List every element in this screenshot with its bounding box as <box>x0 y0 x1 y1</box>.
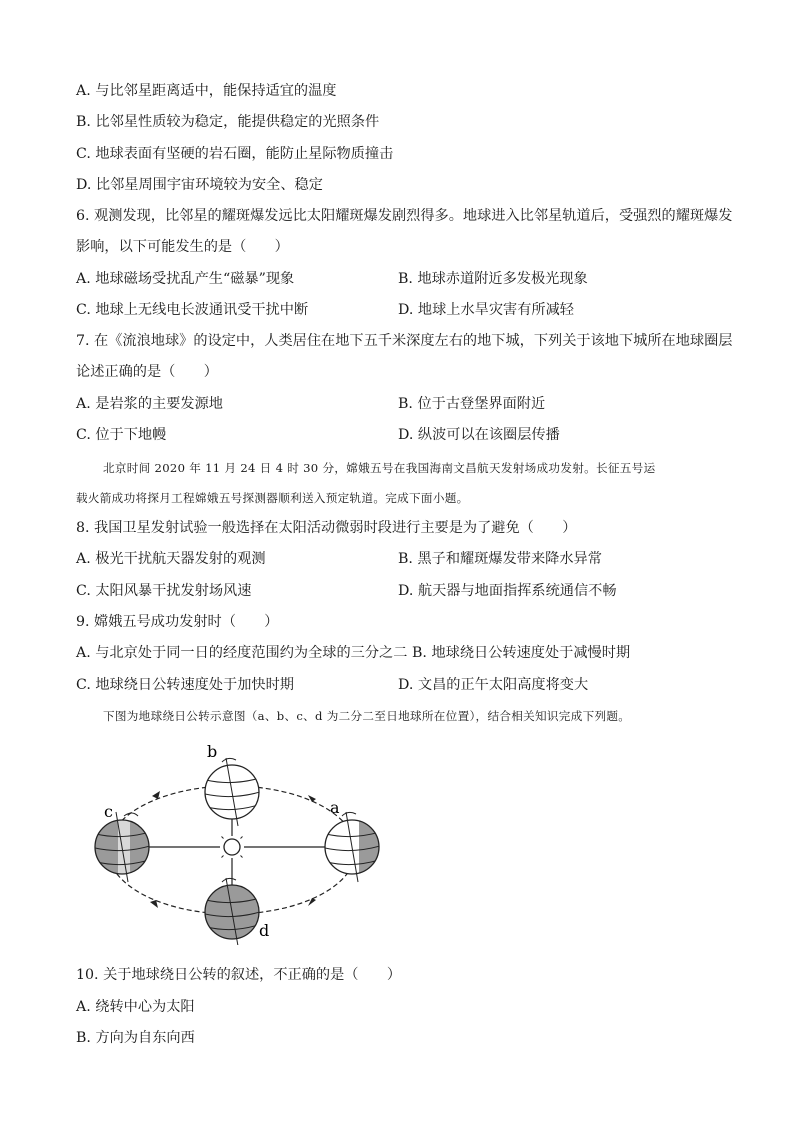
q8-option-b: B. 黑子和耀斑爆发带来降水异常 <box>398 551 602 567</box>
q9-option-b: B. 地球绕日公转速度处于减慢时期 <box>412 645 631 661</box>
q9-option-a: A. 与北京处于同一日的经度范围约为全球的三分之二 <box>76 645 408 661</box>
q7-option-a: A. 是岩浆的主要发源地 <box>76 396 223 412</box>
q6-option-b: B. 地球赤道附近多发极光现象 <box>398 271 588 287</box>
q6-stem-line1: 6. 观测发现，比邻星的耀斑爆发远比太阳耀斑爆发剧烈得多。地球进入比邻星轨道后，受强烈的耀斑爆发 <box>76 208 733 224</box>
q10-option-a: A. 绕转中心为太阳 <box>76 999 195 1015</box>
q7-stem-line1: 7. 在《流浪地球》的设定中，人类居住在地下五千米深度左右的地下城，下列关于该地下城所在地球圈层 <box>76 333 733 349</box>
earth-orbit-diagram <box>90 740 380 945</box>
q9-option-c: C. 地球绕日公转速度处于加快时期 <box>76 677 294 693</box>
q5-option-a: A. 与比邻星距离适中，能保持适宜的温度 <box>76 83 337 99</box>
q7-option-b: B. 位于古登堡界面附近 <box>398 396 546 412</box>
passage1-line1: 北京时间 2020 年 11 月 24 日 4 时 30 分，嫦娥五号在我国海南文昌航天发射场成功发射。长征五号运 <box>103 461 656 475</box>
sun-icon <box>217 832 247 862</box>
q7-option-d: D. 纵波可以在该圈层传播 <box>398 427 560 443</box>
earth-d-icon <box>205 878 260 945</box>
label-d: d <box>259 921 270 940</box>
label-a: a <box>330 798 340 817</box>
q8-option-a: A. 极光干扰航天器发射的观测 <box>76 551 266 567</box>
q8-option-c: C. 太阳风暴干扰发射场风速 <box>76 583 252 599</box>
q7-stem-line2: 论述正确的是（ ） <box>76 364 218 380</box>
earth-a-icon <box>325 812 380 882</box>
q6-option-a: A. 地球磁场受扰乱产生“磁暴”现象 <box>76 271 295 287</box>
q10-stem: 10. 关于地球绕日公转的叙述，不正确的是（ ） <box>76 967 402 983</box>
q7-option-c: C. 位于下地幔 <box>76 427 167 443</box>
earth-c-icon <box>95 812 150 882</box>
q6-stem-line2: 影响，以下可能发生的是（ ） <box>76 239 289 255</box>
q8-stem: 8. 我国卫星发射试验一般选择在太阳活动微弱时段进行主要是为了避免（ ） <box>76 520 577 536</box>
q9-option-d: D. 文昌的正午太阳高度将变大 <box>398 677 589 693</box>
orbit-arrow-icon <box>308 898 316 906</box>
earth-b-icon <box>205 758 260 826</box>
q5-option-c: C. 地球表面有坚硬的岩石圈，能防止星际物质撞击 <box>76 146 394 162</box>
q8-option-d: D. 航天器与地面指挥系统通信不畅 <box>398 583 617 599</box>
q6-option-c: C. 地球上无线电长波通讯受干扰中断 <box>76 302 309 318</box>
q9-stem: 9. 嫦娥五号成功发射时（ ） <box>76 614 279 630</box>
label-b: b <box>207 742 218 761</box>
passage1-line2: 载火箭成功将探月工程嫦娥五号探测器顺利送入预定轨道。完成下面小题。 <box>76 491 469 505</box>
q5-option-d: D. 比邻星周围宇宙环境较为安全、稳定 <box>76 177 323 193</box>
label-c: c <box>104 802 113 821</box>
q10-option-b: B. 方向为自东向西 <box>76 1030 195 1046</box>
orbit-arrow-icon <box>308 795 316 802</box>
q5-option-b: B. 比邻星性质较为稳定，能提供稳定的光照条件 <box>76 114 380 130</box>
passage2: 下图为地球绕日公转示意图（a、b、c、d 为二分二至日地球所在位置），结合相关知识完成下列题。 <box>103 709 631 723</box>
q6-option-d: D. 地球上水旱灾害有所减轻 <box>398 302 574 318</box>
